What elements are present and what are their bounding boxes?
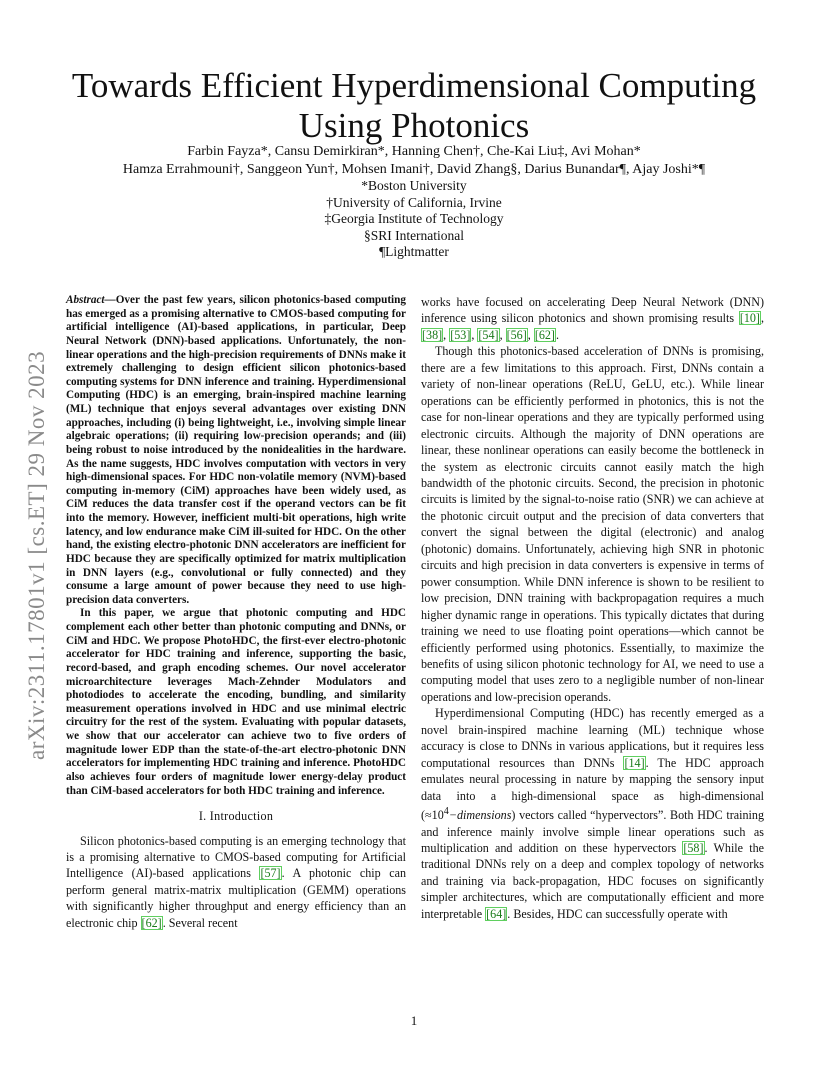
citation-53[interactable]: [53] [450,327,471,342]
section-heading-introduction: I. Introduction [198,809,274,824]
intro-text: . While the traditional DNNs rely on a deep and complex topology of networks and training via back-propagation, HDC focuses on significantly simpler architectures, which are computationally efficient and more interpretable [421,840,764,921]
exponent: 4 [443,806,449,818]
dimensions-math: −dimensions [448,808,512,823]
citation-62[interactable]: [62] [141,915,162,930]
citation-58[interactable]: [58] [683,840,704,855]
abstract-paragraph-2: In this paper, we argue that photonic computing and HDC complement each other better than photonic computing and DNNs, or CiM and HDC. We propose PhotoHDC, the first-ever electro-photonic accelerator for HDC training and inference, supporting the basic, record-based, and graph encoding schemes. Our novel accelerator microarchitecture leverages Mach-Zehnder Modulators and photodiodes to accelerate the encoding, bundling, and similarity measurement operations involved in HDC and use minimal electric circuitry for the rest of the system. Evaluating with popular datasets, we show that our accelerator can achieve two to five orders of magnitude lower EDP than the state-of-the-art electro-photonic DNN accelerators for implementing HDC training and inference. PhotoHDC also achieves four orders of magnitude lower energy-delay product than CiM-based accelerators for both HDC training and inference. [66,607,406,797]
author-list [60,143,768,179]
intro-text: . Several recent [162,915,238,930]
citation-54[interactable]: [54] [478,327,499,342]
intro-text: Hyperdimensional Computing (HDC) has recently emerged as a novel brain-inspired machine learning (ML) technique whose accuracy is close to DNNs in various applications, but it requires less computational resources than DNNs [421,706,764,770]
intro-paragraph-2: Though this photonics-based acceleration of DNNs is promising, there are a few limitations to this approach. First, DNNs contain a variety of non-linear operations (ReLU, GeLU, etc.). While linear operations can be efficiently performed in photonics, this is not the case for non-linear operations and they are typically performed using electronic circuits. Although the majority of DNN operations are linear, these nonlinear operations can easily become the bottleneck in the system as electronic circuits cannot easily match the high bandwidth of the photonic circuits. Second, the precision in photonic circuits is limited by the signal-to-noise ratio (SNR) we can achieve at the photonic circuit output and the precision of data converters that convert the signal between the digital (electronic) and analog (photonic) domains. Unfortunately, achieving high SNR in photonic circuits and high precision in data converters is expensive in terms of power consumption. While DNN inference is shown to be resilient to low precision, DNN training with backpropagation requires a much higher dynamic range in operations. This typically dictates that during training we need to use floating point operations—which cannot be efficiently performed using photonics. Essentially, to maximize the benefits of using silicon photonic technology for AI, we need to use a computing model that uses zero to a negligible number of non-linear operations and low-precision operands. [421,344,764,704]
affiliation-gatech: ‡Georgia Institute of Technology [324,211,504,227]
abstract-paragraph-1 [66,294,406,607]
intro-text: . Besides, HDC can successfully operate with [507,906,728,921]
authors-line-1: Farbin Fayza*, Cansu Demirkiran*, Hanning Chen†, Che-Kai Liu‡, Avi Mohan* [187,144,641,159]
intro-paragraph-3 [421,705,764,922]
intro-text: . The HDC approach emulates neural processing in nature by mapping the sensory input data into a high-dimensional space as high-dimensional (≈10 [421,755,764,823]
affiliation-boston: *Boston University [361,178,467,193]
citation-14[interactable]: [14] [624,755,645,770]
intro-paragraph-1-continued: works have focused on accelerating Deep Neural Network (DNN) inference using silicon photonics and shown promising results [10], [38], [53], [54], [56], [62]. [421,295,764,342]
abstract-label: Abstract— [66,294,116,306]
abstract [66,294,406,798]
page-number: 1 [410,1013,418,1028]
affiliations [60,178,768,261]
affiliation-lightmatter: ¶Lightmatter [379,244,449,260]
affiliation-uci: †University of California, Irvine [326,194,502,210]
title-line-2: Using Photonics [298,106,530,145]
citation-64[interactable]: [64] [486,906,507,921]
right-column [421,294,764,922]
citation-10[interactable]: [10] [739,311,760,326]
left-column [66,294,406,931]
intro-text: . [555,327,559,342]
title-line-1: Towards Efficient Hyperdimensional Computing [71,66,757,105]
abstract-text-1: Over the past few years, silicon photonics-based computing has emerged as a promising alternative to CMOS-based computing for artificial intelligence (AI)-based applications, in particular, Deep Neural Network (DNN)-based applications. Unfortunately, the non-linear operations and the high-precision requirements of DNNs make it extremely challenging to design efficient silicon photonics-based computing systems for DNN inference and training. Hyperdimensional Computing (HDC) is an emerging, brain-inspired machine learning (ML) technique that enjoys several advantages over existing DNN approaches, including (i) being lightweight, i.e., involving simple linear algebraic operations; (ii) requiring low-precision operands; and (iii) being robust to noise introduced by the nonidealities in the hardware. As the name suggests, HDC involves computation with vectors in very high-dimensional spaces. For HDC non-volatile memory (NVM)-based computing in-memory (CiM) approaches have been widely used, as CiM reduces the data transfer cost if the operand vectors can be fit into the memory. However, inefficient multi-bit operations, high write latency, and low endurance make CiM ill-suited for HDC. On the other hand, the existing electro-photonic DNN accelerators are inefficient for HDC because they are specifically optimized for matrix multiplication in DNN layers (e.g., convolutional or fully connected) and they consume a large amount of power because they need to use high-precision data converters. [66,294,406,606]
intro-text: Silicon photonics-based computing is an emerging technology that is a promising alternative to CMOS-based computing for Artificial Intelligence (AI)-based applications [66,833,406,881]
citation-62-b[interactable]: [62] [534,327,555,342]
citation-57[interactable]: [57] [260,866,281,881]
citation-38[interactable]: [38] [422,327,443,342]
authors-line-2: Hamza Errahmouni†, Sanggeon Yun†, Mohsen Imani†, David Zhang§, Darius Bunandar¶, Ajay Joshi*¶ [122,162,706,177]
arxiv-identifier-stamp[interactable]: arXiv:2311.17801v1 [cs.ET] 29 Nov 2023 [24,350,49,760]
paper-title [60,66,768,146]
intro-text: works have focused on accelerating Deep Neural Network (DNN) inference using silicon photonics and shown promising results [421,295,764,326]
intro-text: ) vectors called “hypervectors”. Both HDC training and inference mainly involve simple linear operations such as multiplication and addition on these hypervectors [421,808,764,855]
intro-paragraph-1-start [66,833,406,932]
citation-56[interactable]: [56] [506,327,527,342]
affiliation-sri: §SRI International [363,227,465,243]
intro-text: . A photonic chip can perform general matrix-matrix multiplication (GEMM) operations with significantly higher throughput and energy efficiency than an electronic chip [66,866,406,930]
